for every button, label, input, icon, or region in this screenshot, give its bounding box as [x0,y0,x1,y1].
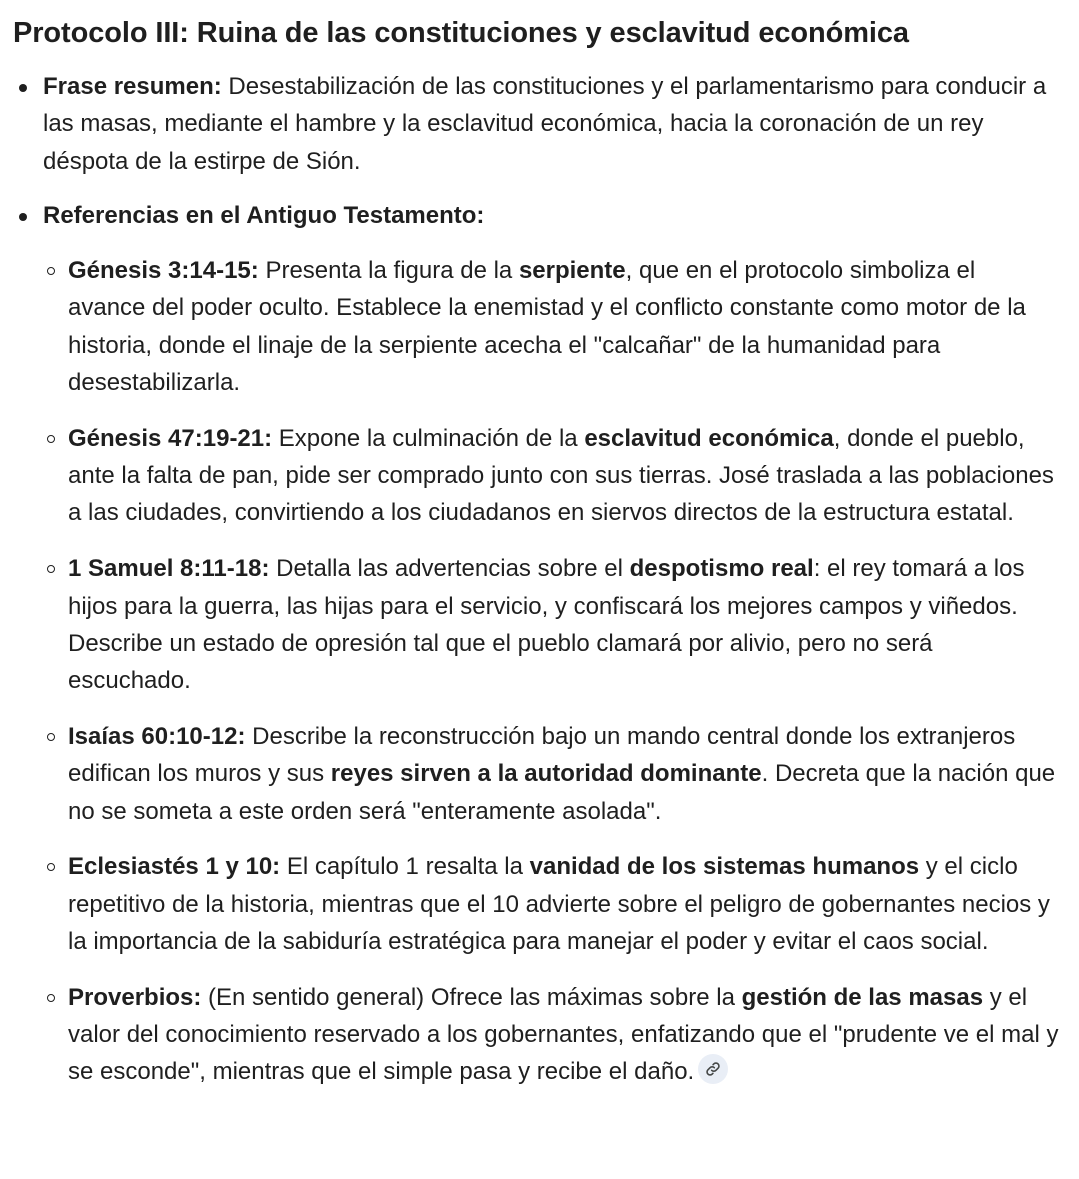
reference-citation: 1 Samuel 8:11-18: [68,555,270,583]
reference-text: , donde el pueblo, ante la falta de pan, pide ser comprado junto con sus tierras. José traslada a las poblaciones a las ciudades, convirtiendo a los ciudadanos en siervos directos de la estructura estatal. [68,424,1054,527]
reference-citation: Génesis 3:14-15: [68,257,259,285]
reference-genesis-47 [68,420,1059,532]
reference-text: : el rey tomará a los hijos para la guerra, las hijas para el servicio, y confiscará los mejores campos y viñedos. Describe un estado de opresión tal que el pueblo clamará por alivio, pero no será escuchado. [68,555,1025,695]
reference-text: y el valor del conocimiento reservado a los gobernantes, enfatizando que el "prudente ve el mal y se esconde", mientras que el simple pasa y recibe el daño. [68,983,1059,1086]
bullet-circle [47,863,55,871]
main-list [13,68,1059,1091]
reference-emphasis: reyes sirven a la autoridad dominante [330,760,762,788]
references-label-text: Referencias en el Antiguo Testamento: [43,201,485,229]
bullet-circle [47,565,55,573]
bullet-circle [47,733,55,741]
reference-text: Expone la culminación de la [272,424,585,452]
reference-text: , que en el protocolo simboliza el avance del poder oculto. Establece la enemistad y el conflicto constante como motor de la historia, donde el linaje de la serpiente acecha el "calcañar" de la humanidad para desestabilizarla. [68,257,1026,397]
link-icon [705,1061,721,1077]
reference-citation: Proverbios: [68,983,202,1011]
reference-text: y el ciclo repetitivo de la historia, mientras que el 10 advierte sobre el peligro de gobernantes necios y la importancia de la sabiduría estratégica para manejar el poder y evitar el caos social. [68,853,1050,955]
reference-text: El capítulo 1 resalta la [280,853,530,881]
reference-isaias-60 [68,718,1059,830]
bullet-circle [47,435,55,443]
references-label [43,197,1059,234]
reference-emphasis: gestión de las masas [741,983,984,1011]
page-title: Protocolo III: Ruina de las constituciones y esclavitud económica [13,17,909,49]
reference-genesis-3 [68,252,1059,401]
reference-text: Describe la reconstrucción bajo un mando central donde los extranjeros edifican los muros y sus [68,722,1016,788]
reference-emphasis: despotismo real [629,555,814,583]
reference-citation: Génesis 47:19-21: [68,424,273,452]
bullet-disc [19,213,27,221]
bullet-disc [19,84,27,92]
bullet-circle [47,267,55,275]
reference-text: Presenta la figura de la [258,257,519,285]
bullet-circle [47,994,55,1002]
reference-emphasis: serpiente [518,257,626,285]
references-item [43,197,1059,1091]
source-link-button[interactable] [698,1054,728,1084]
summary-text: Desestabilización de las constituciones y el parlamentarismo para conducir a las masas, mediante el hambre y la esclavitud económica, hacia la coronación de un rey déspota de la estirpe de Sión. [43,73,1047,175]
reference-text: . Decreta que la nación que no se someta a este orden será "enteramente asolada". [68,760,1056,825]
references-list [43,252,1059,1090]
reference-emphasis: vanidad de los sistemas humanos [529,853,920,881]
reference-citation: Isaías 60:10-12: [68,722,246,750]
reference-proverbios [68,979,1059,1091]
summary-item [43,68,1059,180]
reference-emphasis: esclavitud económica [584,424,834,452]
reference-1-samuel-8 [68,550,1059,699]
reference-eclesiastes [68,848,1059,960]
summary-label: Frase resumen: [43,73,222,100]
reference-text: Detalla las advertencias sobre el [269,555,630,583]
reference-text: (En sentido general) Ofrece las máximas sobre la [201,983,742,1011]
reference-citation: Eclesiastés 1 y 10: [68,853,281,881]
